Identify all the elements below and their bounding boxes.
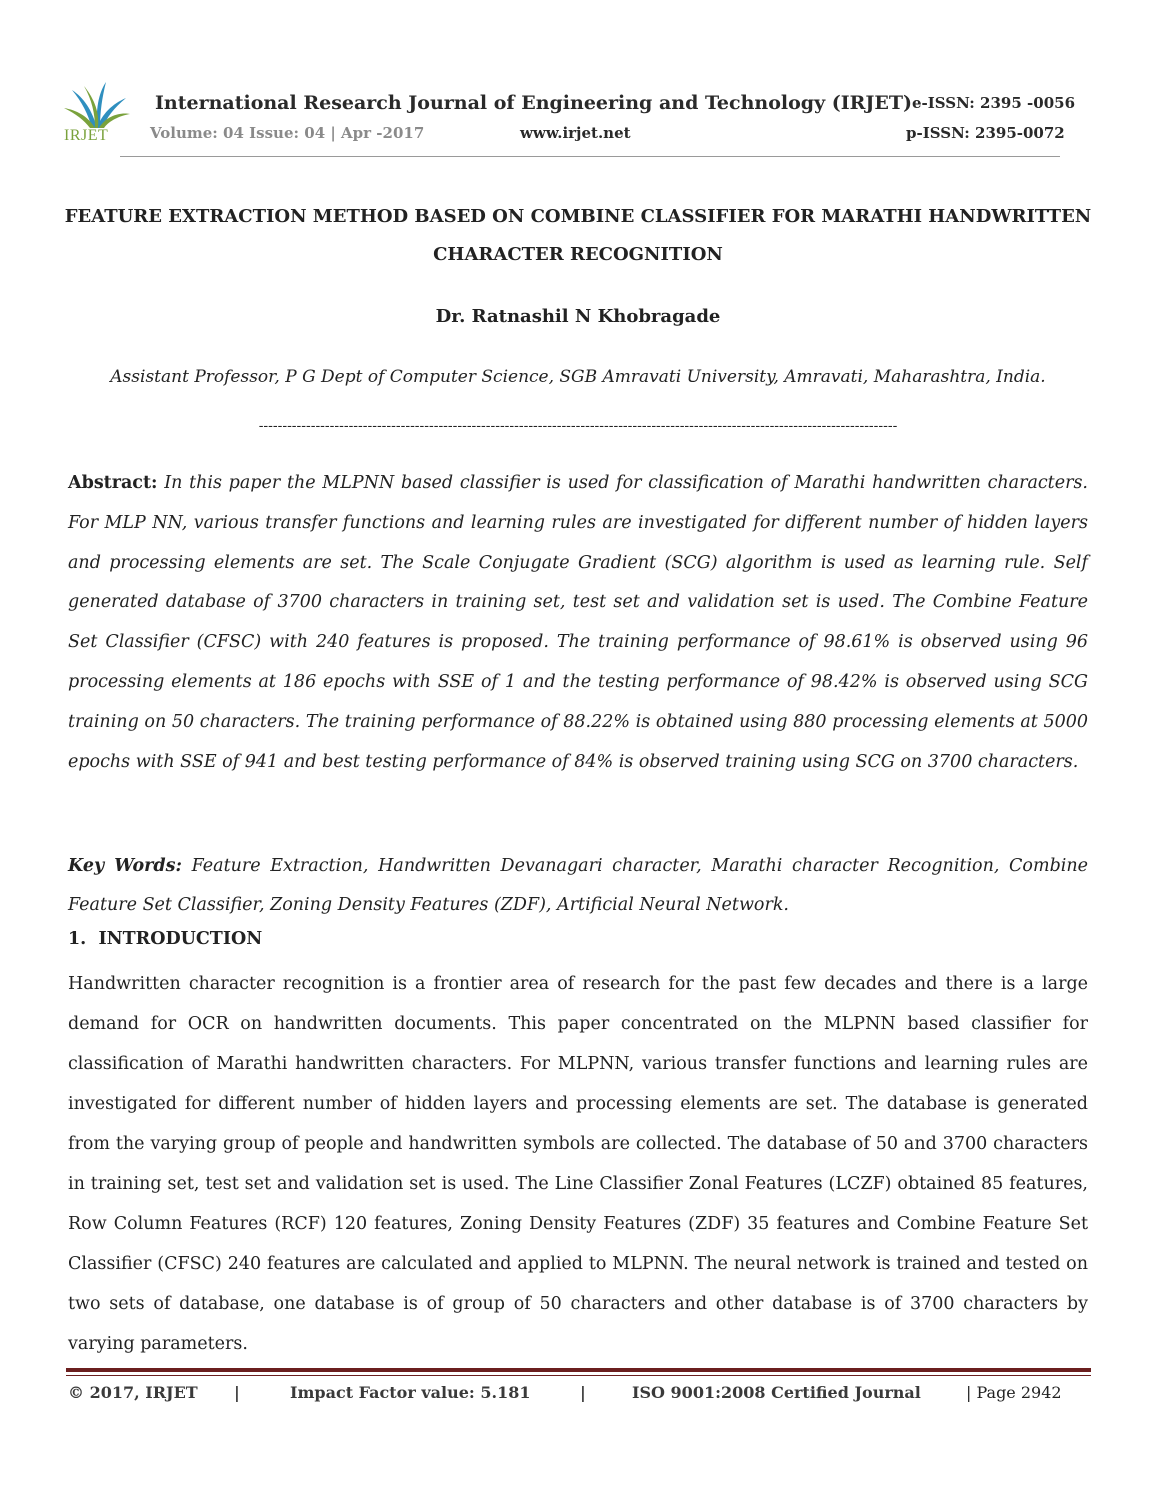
e-issn: e-ISSN: 2395 -0056 <box>912 94 1076 112</box>
abstract-label: Abstract: <box>68 473 158 493</box>
logo-text: IRJET <box>64 127 109 144</box>
dashed-separator: --------------------------------------------------------------------------------------------------------------------------------------- <box>258 418 898 434</box>
keywords <box>68 847 1088 925</box>
author-affiliation: Assistant Professor, P G Dept of Computer Science, SGB Amravati University, Amravati, Maharashtra, India. <box>110 367 1046 387</box>
author-name: Dr. Ratnashil N Khobragade <box>435 306 721 327</box>
paper-title: FEATURE EXTRACTION METHOD BASED ON COMBINE CLASSIFIER FOR MARATHI HANDWRITTEN CHARACTER RECOGNITION <box>64 206 1092 265</box>
irjet-logo <box>62 80 132 152</box>
keywords-text: Feature Extraction, Handwritten Devanagari character, Marathi character Recognition, Combine Feature Set Classifier, Zoning Density Features (ZDF), Artificial Neural Network. <box>68 856 1088 915</box>
footer-rule-thin <box>66 1375 1091 1376</box>
journal-title: International Research Journal of Engineering and Technology (IRJET) <box>155 92 912 114</box>
footer-separator: | <box>580 1383 586 1402</box>
footer-page-number: | Page 2942 <box>966 1383 1062 1402</box>
p-issn: p-ISSN: 2395-0072 <box>906 124 1065 142</box>
footer-separator: | <box>234 1383 240 1402</box>
volume-issue: Volume: 04 Issue: 04 | Apr -2017 <box>150 124 425 142</box>
abstract-text: In this paper the MLPNN based classifier is used for classification of Marathi handwritten characters. For MLP NN, various transfer functions and learning rules are investigated for different number of hidden layers and processing elements are set. The Scale Conjugate Gradient (SCG) algorithm is used as learning rule. Self generated database of 3700 characters in training set, test set and validation set is used. The Combine Feature Set Classifier (CFSC) with 240 features is proposed. The training performance of 98.61% is observed using 96 processing elements at 186 epochs with SSE of 1 and the testing performance of 98.42% is observed using SCG training on 50 characters. The training performance of 88.22% is obtained using 880 processing elements at 5000 epochs with SSE of 941 and best testing performance of 84% is observed training using SCG on 3700 characters. <box>68 473 1088 772</box>
introduction-text: Handwritten character recognition is a frontier area of research for the past few decades and there is a large demand for OCR on handwritten documents. This paper concentrated on the MLPNN based classifier for classification of Marathi handwritten characters. For MLPNN, various transfer functions and learning rules are investigated for different number of hidden layers and processing elements are set. The database is generated from the varying group of people and handwritten symbols are collected. The database of 50 and 3700 characters in training set, test set and validation set is used. The Line Classifier Zonal Features (LCZF) obtained 85 features, Row Column Features (RCF) 120 features, Zoning Density Features (ZDF) 35 features and Combine Feature Set Classifier (CFSC) 240 features are calculated and applied to MLPNN. The neural network is trained and tested on two sets of database, one database is of group of 50 characters and other database is of 3700 characters by varying parameters. <box>68 974 1088 1354</box>
header-divider <box>120 156 1060 157</box>
footer-rule-thick <box>66 1368 1091 1372</box>
footer-impact-factor: Impact Factor value: 5.181 <box>290 1383 531 1402</box>
footer-copyright: © 2017, IRJET <box>68 1383 198 1402</box>
keywords-label: Key Words: <box>68 856 182 876</box>
abstract <box>68 464 1088 782</box>
logo-leaves-icon <box>62 80 132 130</box>
footer-iso: ISO 9001:2008 Certified Journal <box>632 1383 921 1402</box>
introduction-heading: 1. INTRODUCTION <box>68 929 263 949</box>
journal-website-link[interactable]: www.irjet.net <box>520 124 631 142</box>
